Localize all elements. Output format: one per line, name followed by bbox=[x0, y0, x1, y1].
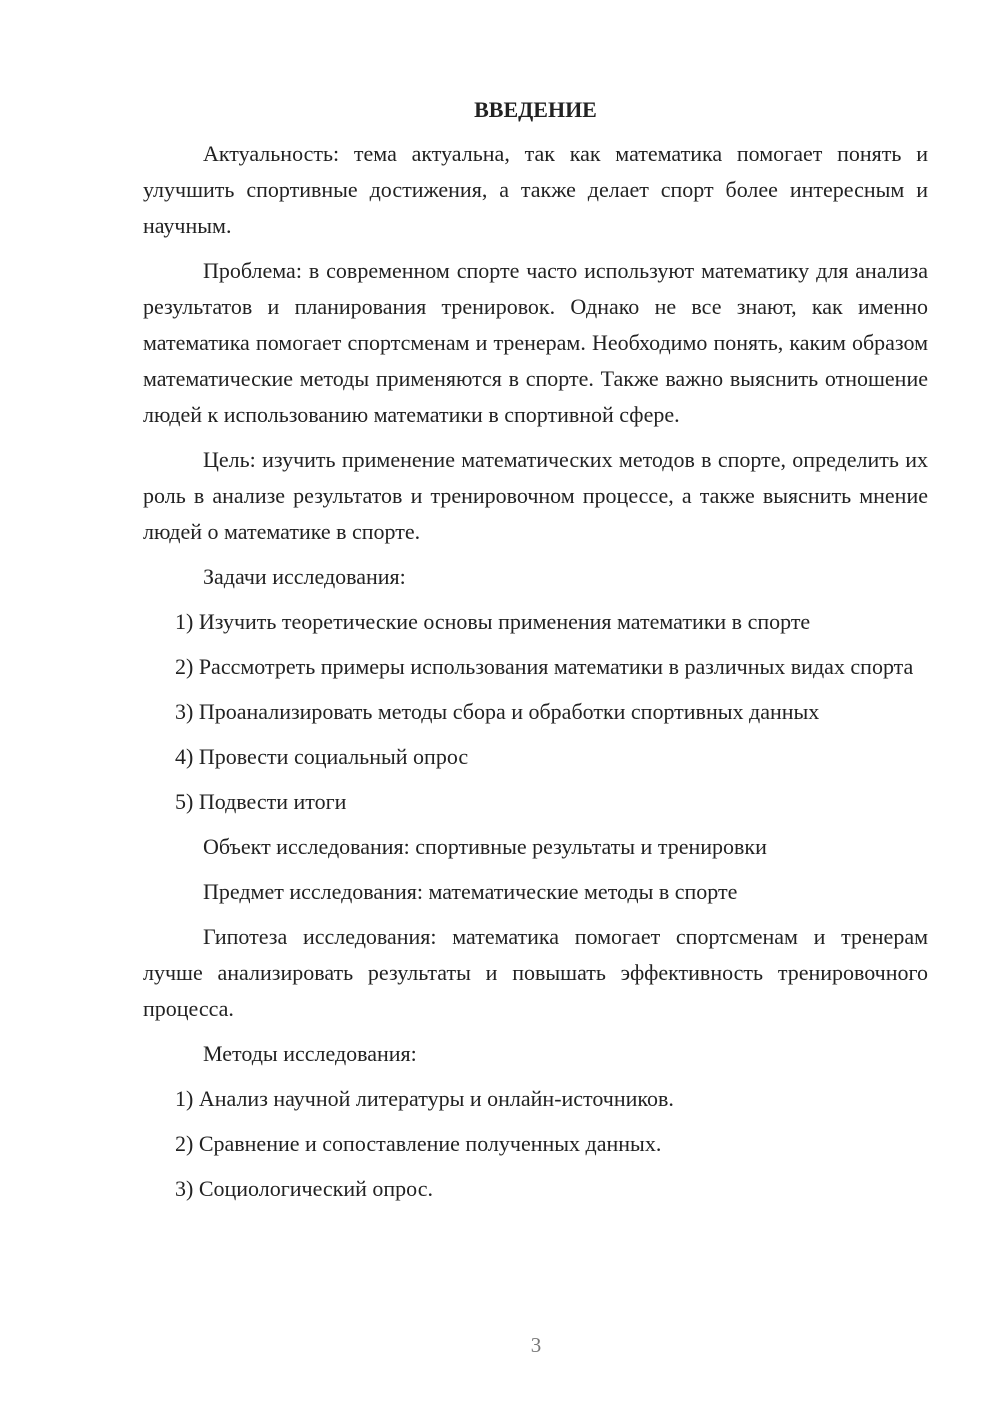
research-subject: Предмет исследования: математические методы в спорте bbox=[203, 879, 738, 904]
methods-heading: Методы исследования: bbox=[203, 1041, 417, 1066]
task-item-5: 5) Подвести итоги bbox=[175, 789, 347, 814]
paragraph-goal: Цель: изучить применение математических методов в спорте, определить их роль в анализе результатов и тренировочном процессе, а также выяснить мнение людей о математике в спорте. bbox=[143, 447, 928, 544]
task-item-3: 3) Проанализировать методы сбора и обработки спортивных данных bbox=[175, 699, 820, 724]
tasks-heading: Задачи исследования: bbox=[203, 564, 406, 589]
research-object: Объект исследования: спортивные результаты и тренировки bbox=[203, 834, 767, 859]
method-item-1: 1) Анализ научной литературы и онлайн-источников. bbox=[175, 1086, 674, 1111]
task-item-4: 4) Провести социальный опрос bbox=[175, 744, 469, 769]
page-number: 3 bbox=[530, 1333, 542, 1357]
method-item-3: 3) Социологический опрос. bbox=[175, 1176, 433, 1201]
paragraph-problem: Проблема: в современном спорте часто используют математику для анализа результатов и планирования тренировок. Однако не все знают, как именно математика помогает спортсменам и тренерам. Необходимо понять, каким образом математические методы применяются в спорте. Также важно выяснить отношение людей к использованию математики в спортивной сфере. bbox=[143, 258, 928, 427]
task-item-1: 1) Изучить теоретические основы применения математики в спорте bbox=[175, 609, 811, 634]
section-title: ВВЕДЕНИЕ bbox=[474, 97, 597, 122]
research-hypothesis: Гипотеза исследования: математика помогает спортсменам и тренерам лучше анализировать результаты и повышать эффективность тренировочного процесса. bbox=[143, 924, 928, 1021]
page-body bbox=[143, 92, 928, 1216]
method-item-2: 2) Сравнение и сопоставление полученных данных. bbox=[175, 1131, 662, 1156]
task-item-2: 2) Рассмотреть примеры использования математики в различных видах спорта bbox=[175, 654, 914, 679]
paragraph-relevance: Актуальность: тема актуальна, так как математика помогает понять и улучшить спортивные достижения, а также делает спорт более интересным и научным. bbox=[143, 141, 928, 238]
